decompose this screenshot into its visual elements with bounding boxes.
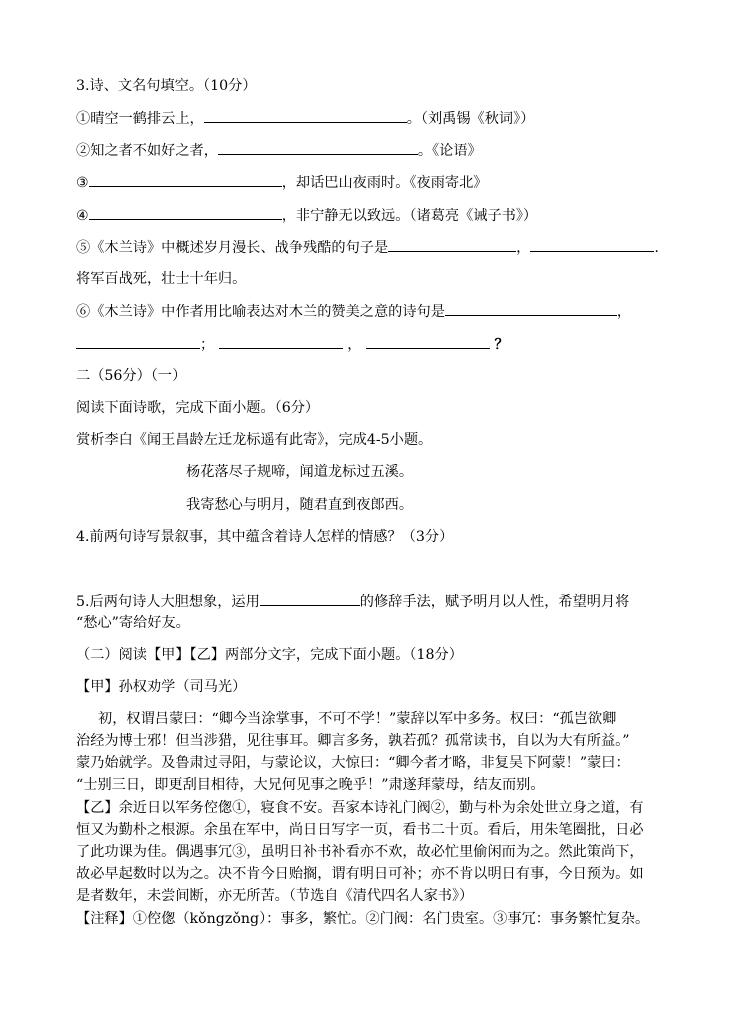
- q3-item-6-end: ？: [494, 337, 509, 353]
- q3-item-4-prefix: ④: [76, 208, 89, 224]
- q3-item-1-suffix: 。（刘禹锡《秋词》）: [406, 111, 535, 127]
- passage-yi-line: 恒又为勤朴之根源。余虽在军中，尚日日写字一页，看书二十页。看后，用朱笔圈批，日必: [76, 822, 644, 838]
- question-5-continued: “愁心”寄给好友。: [76, 615, 190, 631]
- poem-line-2: 我寄愁心与明月，随君直到夜郎西。: [186, 497, 414, 513]
- passage-jia-title: 【甲】孙权劝学（司马光）: [76, 679, 247, 695]
- answer-blank[interactable]: [76, 334, 200, 349]
- answer-blank[interactable]: [260, 591, 360, 606]
- q3-item-6-prefix: ⑥《木兰诗》中作者用比喻表达对木兰的赞美之意的诗句是: [76, 304, 445, 320]
- annotation-notes: 【注释】①倥偬（kǒngzǒng）：事多，繁忙。②门阀：名门贵室。③事冗：事务繁忙复杂。: [76, 911, 650, 927]
- passage-yi-line: 是者数年，未尝间断，亦无所苦。（节选自《清代四名人家书》）: [76, 888, 474, 904]
- answer-blank[interactable]: [218, 140, 418, 155]
- answer-blank[interactable]: [204, 108, 407, 123]
- passage-jia-line: 治经为博士邪！但当涉猎，见往事耳。卿言多务，孰若孤？孤常读书，自以为大有所益。”: [76, 733, 630, 749]
- question-5-suffix: 的修辞手法，赋予明月以人性，希望明月将: [359, 594, 630, 610]
- poem-line-1: 杨花落尽子规啼，闻道龙标过五溪。: [186, 464, 414, 480]
- passage-jia-line: 蒙乃始就学。及鲁肃过寻阳，与蒙论议，大惊曰：“卿今者才略，非复吴下阿蒙！”蒙曰：: [76, 755, 630, 771]
- q3-item-2-suffix: 。《论语》: [417, 143, 482, 159]
- passage-yi-line: 【乙】余近日以军务倥偬①，寝食不安。吾家本诗礼门阀②，勤与朴为余处世立身之道，有: [76, 800, 644, 816]
- question-4: 4.前两句诗写景叙事，其中蕴含着诗人怎样的情感？（3分）: [76, 529, 454, 545]
- q3-item-5-end: .: [654, 240, 659, 256]
- q3-item-4: [76, 205, 537, 226]
- q3-item-6-blanks: [76, 334, 509, 355]
- q3-item-3-suffix: ，却话巴山夜雨时。《夜雨寄北》: [281, 175, 488, 191]
- answer-blank[interactable]: [89, 172, 282, 187]
- answer-blank[interactable]: [366, 334, 490, 349]
- q3-item-4-suffix: ，非宁静无以致远。（诸葛亮《诫子书》）: [281, 208, 538, 224]
- answer-blank[interactable]: [445, 301, 617, 316]
- q3-item-5-sep: ，: [516, 240, 531, 256]
- q3-item-6-sep-3: ，: [347, 337, 362, 353]
- q3-title: 3.诗、文名句填空。（10分）: [76, 78, 257, 94]
- passage-jia-line: 初，权谓吕蒙曰：“卿今当涂掌事，不可不学！”蒙辞以军中多务。权曰：“孤岂欲卿: [98, 711, 617, 727]
- q3-item-1: [76, 108, 534, 129]
- q3-item-5-continued: 将军百战死，壮士十年归。: [76, 271, 247, 287]
- q3-item-5: [76, 237, 659, 258]
- q3-item-6-sep-2: ；: [200, 337, 215, 353]
- q3-item-1-prefix: ①晴空一鹤排云上，: [76, 111, 204, 127]
- q3-item-5-prefix: ⑤《木兰诗》中概述岁月漫长、战争残酷的句子是: [76, 240, 389, 256]
- q3-item-2-prefix: ②知之者不如好之者，: [76, 143, 218, 159]
- answer-blank[interactable]: [530, 237, 654, 252]
- q3-item-3-prefix: ③: [76, 175, 89, 191]
- passage-yi-line: 了此功课为佳。偶遇事冗③，虽明日补书补看亦不欢，故必忙里偷闲而为之。然此策尚下，: [76, 844, 644, 860]
- question-5-prefix: 5.后两句诗人大胆想象，运用: [76, 594, 260, 610]
- passage-yi-line: 故必早起数时以为之。决不肯今日贻搁，谓有明日可补；亦不肯以明日有事，今日预为。如: [76, 866, 644, 882]
- q3-item-6-sep: ，: [616, 304, 632, 320]
- section-3-heading: （二）阅读【甲】【乙】两部分文字，完成下面小题。（18分）: [76, 647, 463, 663]
- answer-blank[interactable]: [388, 237, 516, 252]
- question-5: [76, 591, 629, 612]
- answer-blank[interactable]: [219, 334, 343, 349]
- passage-jia-line: “士别三日，即更刮目相待，大兄何见事之晚乎！”肃遂拜蒙母，结友而别。: [76, 777, 545, 793]
- section-2-heading: 二（56分）（一）: [76, 368, 187, 384]
- q3-item-3: [76, 172, 487, 193]
- q3-item-6: [76, 301, 631, 322]
- poem-intro: 赏析李白《闻王昌龄左迁龙标遥有此寄》，完成4-5小题。: [76, 432, 433, 448]
- section-2-intro: 阅读下面诗歌，完成下面小题。（6分）: [76, 400, 320, 416]
- answer-blank[interactable]: [89, 205, 282, 220]
- q3-item-2: [76, 140, 482, 161]
